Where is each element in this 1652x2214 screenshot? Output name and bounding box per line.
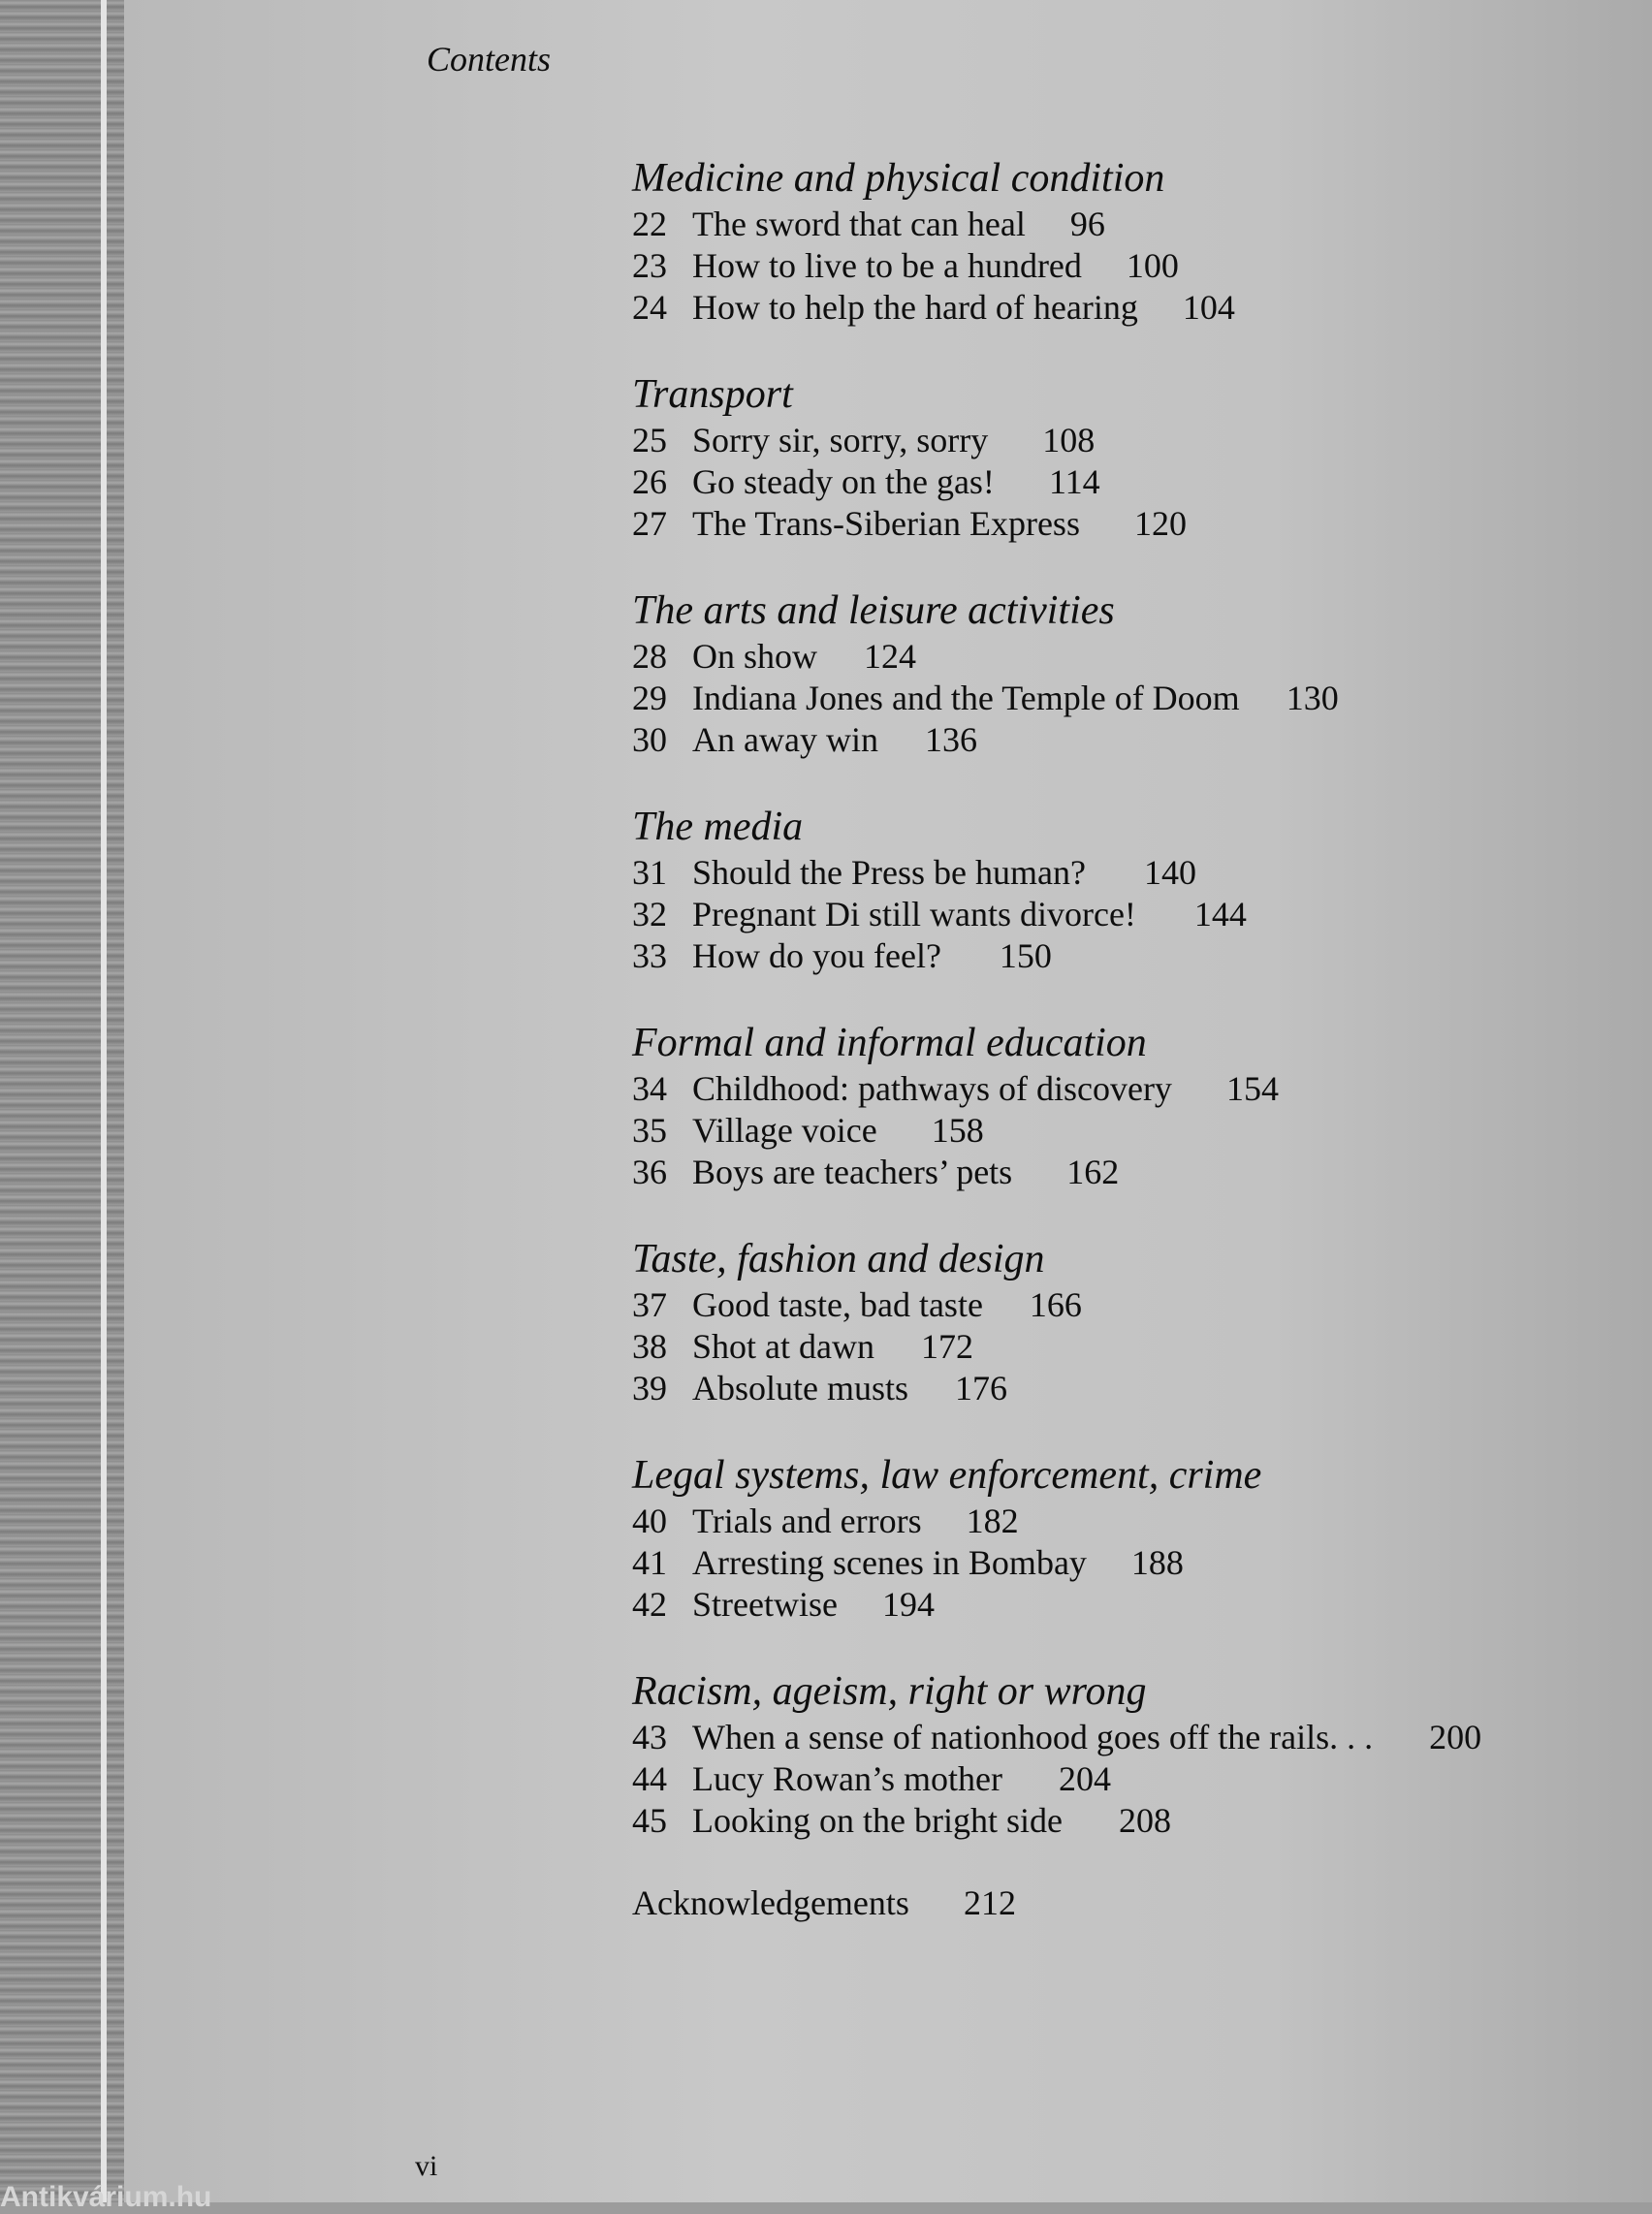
toc-entry[interactable] xyxy=(632,461,1602,503)
toc-entry[interactable] xyxy=(632,678,1602,719)
page-number: 200 xyxy=(1429,1718,1482,1756)
running-head: Contents xyxy=(427,40,552,79)
toc-entry[interactable] xyxy=(632,1800,1602,1842)
unit-title: Arresting scenes in Bombay xyxy=(692,1543,1087,1582)
unit-title: Childhood: pathways of discovery xyxy=(692,1069,1172,1108)
table-of-contents xyxy=(632,153,1602,1924)
toc-entry[interactable] xyxy=(632,245,1602,287)
page-number: 124 xyxy=(864,637,917,676)
unit-number: 40 xyxy=(632,1502,667,1540)
page-number: 130 xyxy=(1286,679,1339,717)
unit-title: Pregnant Di still wants divorce! xyxy=(692,895,1136,933)
unit-title: Shot at dawn xyxy=(692,1327,874,1366)
page-number: 162 xyxy=(1066,1153,1120,1191)
toc-section xyxy=(632,1018,1602,1193)
unit-number: 39 xyxy=(632,1369,667,1407)
page-number: 140 xyxy=(1143,853,1196,892)
toc-entry[interactable] xyxy=(632,636,1602,678)
toc-entry[interactable] xyxy=(632,1501,1602,1542)
unit-number: 44 xyxy=(632,1759,667,1798)
unit-title: Streetwise xyxy=(692,1585,838,1624)
page-number: 150 xyxy=(999,936,1052,975)
toc-section xyxy=(632,1234,1602,1409)
page-number: 208 xyxy=(1118,1801,1171,1840)
toc-entry[interactable] xyxy=(632,1068,1602,1110)
unit-number: 43 xyxy=(632,1718,667,1756)
section-title: The arts and leisure activities xyxy=(632,588,1115,633)
section-title: Racism, ageism, right or wrong xyxy=(632,1669,1147,1714)
toc-entry[interactable] xyxy=(632,1542,1602,1584)
toc-entry[interactable] xyxy=(632,1326,1602,1368)
unit-title: Lucy Rowan’s mother xyxy=(692,1759,1002,1798)
page-number: 194 xyxy=(881,1585,935,1624)
toc-entry[interactable] xyxy=(632,1152,1602,1193)
unit-title: The Trans-Siberian Express xyxy=(692,504,1080,543)
unit-title: Absolute musts xyxy=(692,1369,909,1407)
toc-section xyxy=(632,369,1602,545)
toc-entry[interactable] xyxy=(632,503,1602,545)
page-number: 176 xyxy=(955,1369,1008,1407)
section-title: Medicine and physical condition xyxy=(632,156,1165,201)
unit-title: How do you feel? xyxy=(692,936,941,975)
page-number: 100 xyxy=(1126,246,1179,285)
section-title: The media xyxy=(632,805,804,849)
unit-number: 35 xyxy=(632,1111,667,1150)
toc-entry[interactable] xyxy=(632,420,1602,461)
toc-section xyxy=(632,585,1602,761)
toc-entry[interactable] xyxy=(632,894,1602,935)
toc-section xyxy=(632,1450,1602,1626)
unit-number: 31 xyxy=(632,853,667,892)
toc-section xyxy=(632,1666,1602,1842)
unit-title: Should the Press be human? xyxy=(692,853,1086,892)
book-page xyxy=(124,0,1652,2202)
page-folio: vi xyxy=(415,2150,438,2182)
page-number: 96 xyxy=(1069,205,1105,243)
unit-title: When a sense of nationhood goes off the rails. . . xyxy=(692,1718,1374,1756)
unit-number: 29 xyxy=(632,679,667,717)
unit-title: Looking on the bright side xyxy=(692,1801,1063,1840)
unit-number: 30 xyxy=(632,720,667,759)
unit-number: 34 xyxy=(632,1069,667,1108)
unit-title: Indiana Jones and the Temple of Doom xyxy=(692,679,1240,717)
toc-entry[interactable] xyxy=(632,204,1602,245)
acknowledgements-title: Acknowledgements xyxy=(632,1883,909,1922)
toc-entry[interactable] xyxy=(632,852,1602,894)
page-number: 108 xyxy=(1042,421,1096,459)
unit-title: Good taste, bad taste xyxy=(692,1285,983,1324)
page-number: 212 xyxy=(963,1883,1016,1922)
unit-number: 36 xyxy=(632,1153,667,1191)
unit-number: 28 xyxy=(632,637,667,676)
unit-number: 26 xyxy=(632,462,667,501)
toc-entry[interactable] xyxy=(632,1368,1602,1409)
toc-entry[interactable] xyxy=(632,1284,1602,1326)
acknowledgements-entry[interactable] xyxy=(632,1882,1602,1924)
toc-entry[interactable] xyxy=(632,1717,1602,1758)
section-title: Formal and informal education xyxy=(632,1021,1147,1065)
toc-entry[interactable] xyxy=(632,287,1602,329)
unit-number: 25 xyxy=(632,421,667,459)
page-number: 158 xyxy=(931,1111,984,1150)
toc-section xyxy=(632,153,1602,329)
unit-number: 38 xyxy=(632,1327,667,1366)
unit-title: How to live to be a hundred xyxy=(692,246,1082,285)
unit-title: Sorry sir, sorry, sorry xyxy=(692,421,989,459)
unit-number: 33 xyxy=(632,936,667,975)
unit-number: 24 xyxy=(632,288,667,327)
page-number: 144 xyxy=(1193,895,1247,933)
unit-number: 37 xyxy=(632,1285,667,1324)
unit-title: Trials and errors xyxy=(692,1502,922,1540)
unit-number: 23 xyxy=(632,246,667,285)
unit-title: The sword that can heal xyxy=(692,205,1026,243)
toc-entry[interactable] xyxy=(632,1758,1602,1800)
toc-entry[interactable] xyxy=(632,1584,1602,1626)
page-number: 188 xyxy=(1130,1543,1184,1582)
section-title: Transport xyxy=(632,372,793,417)
watermark: Antikvárium.hu xyxy=(0,2181,212,2213)
page-edge-highlight xyxy=(101,0,107,2202)
unit-number: 42 xyxy=(632,1585,667,1624)
section-title: Taste, fashion and design xyxy=(632,1237,1045,1281)
unit-title: Village voice xyxy=(692,1111,877,1150)
unit-number: 32 xyxy=(632,895,667,933)
section-title: Legal systems, law enforcement, crime xyxy=(632,1453,1262,1498)
toc-entry[interactable] xyxy=(632,719,1602,761)
unit-title: How to help the hard of hearing xyxy=(692,288,1138,327)
unit-title: An away win xyxy=(692,720,878,759)
toc-entry[interactable] xyxy=(632,935,1602,977)
unit-number: 27 xyxy=(632,504,667,543)
unit-title: On show xyxy=(692,637,818,676)
unit-title: Go steady on the gas! xyxy=(692,462,995,501)
unit-number: 45 xyxy=(632,1801,667,1840)
toc-entry[interactable] xyxy=(632,1110,1602,1152)
page-number: 154 xyxy=(1225,1069,1279,1108)
page-number: 172 xyxy=(920,1327,973,1366)
page-number: 120 xyxy=(1133,504,1187,543)
page-number: 182 xyxy=(966,1502,1019,1540)
page-number: 136 xyxy=(924,720,977,759)
unit-number: 22 xyxy=(632,205,667,243)
unit-number: 41 xyxy=(632,1543,667,1582)
page-number: 204 xyxy=(1058,1759,1111,1798)
page-number: 114 xyxy=(1048,462,1100,501)
toc-section xyxy=(632,802,1602,977)
page-number: 166 xyxy=(1029,1285,1082,1324)
page-number: 104 xyxy=(1182,288,1235,327)
unit-title: Boys are teachers’ pets xyxy=(692,1153,1013,1191)
